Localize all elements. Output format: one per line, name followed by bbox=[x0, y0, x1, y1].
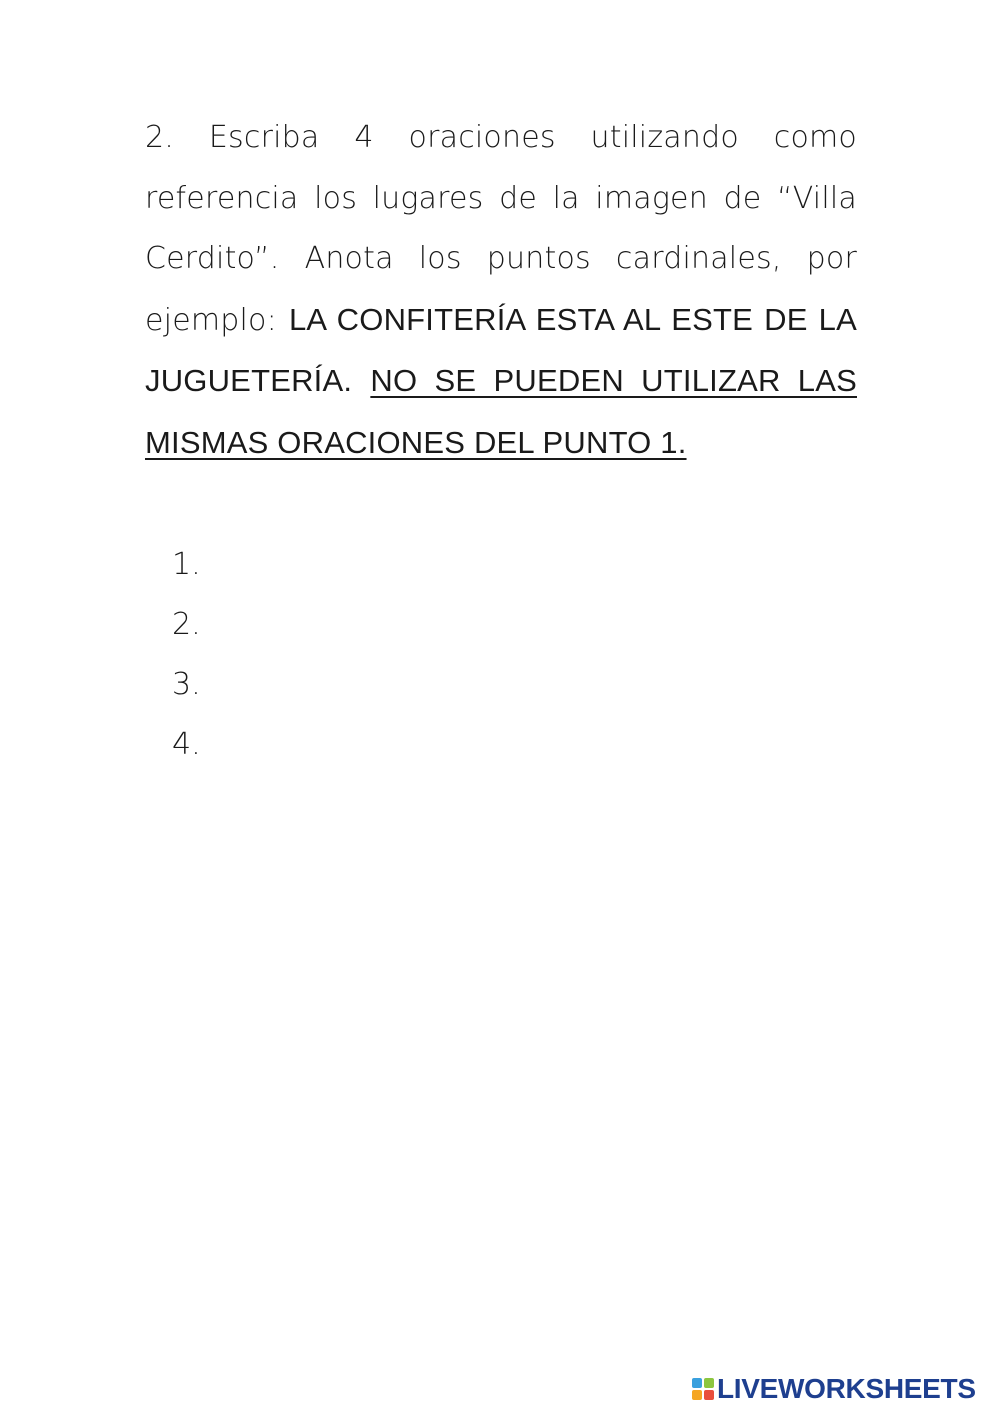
logo-square-4 bbox=[704, 1390, 714, 1400]
brand-name: LIVEWORKSHEETS bbox=[717, 1373, 976, 1404]
logo-square-3 bbox=[692, 1390, 702, 1400]
liveworksheets-logo-icon bbox=[692, 1378, 714, 1400]
logo-square-1 bbox=[692, 1378, 702, 1388]
instruction-paragraph bbox=[145, 108, 857, 474]
worksheet-content bbox=[145, 108, 857, 474]
instruction-text: 2. Escriba 4 oraciones utilizando como referencia los lugares de la imagen de “Villa Cerdito”. Anota los puntos cardinales, por ejemplo: bbox=[145, 120, 857, 338]
rule-note: NO SE PUEDEN UTILIZAR LAS MISMAS ORACIONES DEL PUNTO 1. bbox=[145, 363, 857, 460]
answer-list bbox=[172, 535, 201, 775]
logo-square-2 bbox=[704, 1378, 714, 1388]
example-sentence: LA CONFITERÍA ESTA AL ESTE DE LA JUGUETERÍA. bbox=[145, 301, 857, 398]
answer-item-3: 3. bbox=[172, 667, 201, 702]
liveworksheets-brand bbox=[692, 1374, 976, 1404]
answer-item-2: 2. bbox=[172, 607, 201, 642]
answer-item-1: 1. bbox=[172, 547, 201, 582]
answer-item-4: 4. bbox=[172, 727, 201, 762]
